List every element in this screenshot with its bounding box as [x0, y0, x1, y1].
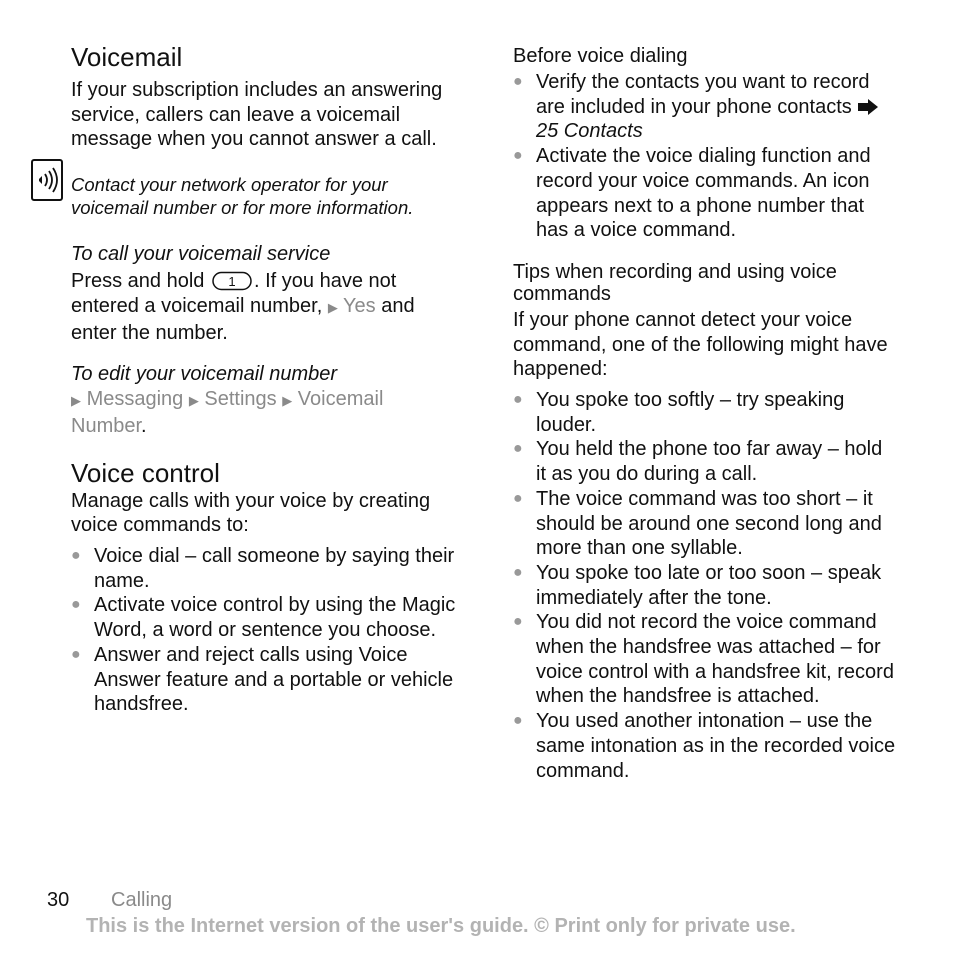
bullet-icon: ●	[71, 645, 81, 663]
list-item-text: Verify the contacts you want to record are included in your phone contacts	[536, 71, 870, 118]
copyright-notice: This is the Internet version of the user's guide. © Print only for private use.	[86, 915, 796, 937]
contacts-reference: 25 Contacts	[536, 120, 643, 143]
bullet-icon: ●	[513, 489, 523, 507]
call-voicemail-heading: To call your voicemail service	[71, 243, 331, 266]
list-item-text: Activate the voice dialing function and record your voice commands. An icon appears next to a phone number that has a voice command.	[536, 145, 871, 242]
bullet-icon: ●	[513, 147, 523, 165]
path-messaging: Messaging	[86, 388, 184, 411]
list-item	[513, 561, 897, 610]
before-dialing-heading: Before voice dialing	[513, 45, 688, 67]
tips-list	[513, 388, 897, 783]
tips-heading: Tips when recording and using voice commands	[513, 260, 837, 305]
arrow-right-icon	[857, 98, 879, 116]
bullet-icon: ●	[513, 440, 523, 458]
voicemail-title: Voicemail	[71, 42, 183, 72]
list-item	[513, 709, 897, 783]
yes-option: Yes	[343, 294, 376, 317]
voicemail-intro: If your subscription includes an answering service, callers can leave a voicemail message when you cannot answer a call.	[71, 79, 443, 151]
call-text-1: Press and hold	[71, 270, 205, 293]
list-item	[513, 144, 897, 243]
list-item	[513, 437, 897, 486]
key-1-label: 1	[228, 274, 236, 290]
voice-control-intro: Manage calls with your voice by creating voice commands to:	[71, 489, 431, 537]
voice-note-icon	[31, 159, 63, 201]
right-column	[513, 40, 897, 783]
path-voicemail-number: Voicemail Number	[71, 388, 384, 437]
path-settings: Settings	[204, 388, 277, 411]
edit-voicemail-path	[71, 387, 461, 438]
edit-voicemail-heading: To edit your voicemail number	[71, 363, 338, 386]
list-item	[513, 487, 897, 561]
bullet-icon: ●	[513, 563, 523, 581]
bullet-icon: ●	[513, 613, 523, 631]
key-1-icon	[212, 271, 252, 291]
bullet-icon: ●	[513, 712, 523, 730]
tips-intro: If your phone cannot detect your voice command, one of the following might have happened:	[513, 308, 888, 381]
voicemail-note	[71, 173, 461, 219]
menu-arrow-icon: ▶	[188, 393, 199, 409]
voicemail-note-text: Contact your network operator for your voicemail number or for more information.	[71, 174, 414, 219]
list-item	[71, 643, 461, 717]
list-item-text: You spoke too late or too soon – speak immediately after the tone.	[536, 561, 882, 609]
left-column	[71, 40, 461, 717]
list-item-text: Answer and reject calls using Voice Answer feature and a portable or vehicle handsfree.	[94, 643, 454, 716]
menu-arrow-icon: ▶	[282, 393, 293, 409]
bullet-icon: ●	[513, 73, 523, 90]
list-item-text: You held the phone too far away – hold it as you do during a call.	[536, 438, 883, 486]
page-number: 30	[47, 889, 70, 911]
list-item	[71, 544, 461, 593]
list-item-text: Activate voice control by using the Magic Word, a word or sentence you choose.	[94, 594, 456, 642]
list-item	[71, 593, 461, 642]
before-dialing-list	[513, 70, 897, 243]
list-item-text: The voice command was too short – it should be around one second long and more than one syllable.	[536, 487, 882, 560]
list-item-text: Voice dial – call someone by saying their name.	[94, 545, 455, 592]
voice-control-list	[71, 544, 461, 717]
call-text-2: . If you have not entered a voicemail number,	[71, 270, 397, 317]
section-name: Calling	[111, 889, 173, 911]
bullet-icon: ●	[71, 547, 81, 565]
bullet-icon: ●	[513, 391, 523, 409]
list-item	[513, 70, 897, 144]
list-item-text: You spoke too softly – try speaking louder.	[536, 389, 845, 436]
list-item	[513, 388, 897, 437]
menu-arrow-icon: ▶	[327, 299, 338, 315]
list-item-text: You used another intonation – use the same intonation as in the recorded voice command.	[536, 710, 896, 782]
list-item-text: You did not record the voice command when the handsfree was attached – for voice control with a handsfree kit, record when the handsfree is attached.	[536, 611, 894, 708]
voice-control-title: Voice control	[71, 457, 220, 488]
call-text-3: and enter the number.	[71, 294, 415, 344]
path-end: .	[141, 414, 147, 437]
bullet-icon: ●	[71, 596, 81, 614]
list-item	[513, 610, 897, 709]
menu-arrow-icon: ▶	[71, 393, 81, 409]
call-voicemail-text	[71, 269, 461, 345]
